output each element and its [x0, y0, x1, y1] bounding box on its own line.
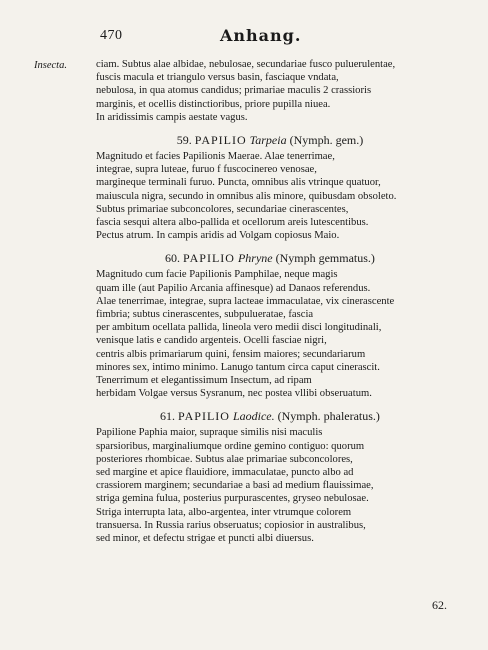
- section-genus: PAPILIO: [194, 133, 247, 148]
- text-line: marginis, et ocellis distinctioribus, priore pupilla niuea.: [96, 98, 331, 110]
- text-line: fimbria; subtus cinerascentes, subpulueratae, fascia: [96, 309, 314, 321]
- section-paragraph: [96, 426, 444, 545]
- text-line: Tenerrimum et elegantissimum Insectum, ad ripam: [96, 375, 312, 387]
- text-line: sed minor, et defectu strigae et puncti albi diuersus.: [96, 533, 314, 545]
- text-line: per ambitum ocellata pallida, lineola vero medii disci longitudinali,: [96, 322, 382, 334]
- text-line: sparsioribus, marginaliumque ordine gemino contiguo: quorum: [96, 440, 365, 452]
- text-line: venisque latis e candido argenteis. Ocelli fasciae nigri,: [96, 335, 327, 347]
- text-line: Magnitudo cum facie Papilionis Pamphilae, neque magis: [96, 269, 338, 281]
- text-line: sed margine et apice flauidiore, immaculatae, puncto albo ad: [96, 467, 354, 479]
- section-heading: [96, 133, 444, 148]
- section-species: Tarpeia: [249, 133, 287, 148]
- page-body: [96, 58, 444, 545]
- catchword: 62.: [432, 598, 447, 612]
- section-heading: [96, 409, 444, 424]
- running-title: Anhang.: [220, 26, 302, 45]
- text-line: fuscis macula et triangulo versus basin, fasciaque vndata,: [96, 72, 339, 84]
- text-line: striga gemina fulua, posterius purpurascentes, gryseo nebulosae.: [96, 493, 369, 505]
- text-line: Striga interrupta lata, albo-argentea, inter vtrumque colorem: [96, 506, 352, 518]
- text-line: margineque terminali furuo. Puncta, omnibus alis vtrinque quatuor,: [96, 177, 381, 189]
- text-line: Alae tenerrimae, integrae, supra lacteae immaculatae, vix cinerascente: [96, 295, 395, 307]
- section-genus: PAPILIO: [178, 409, 230, 424]
- text-line: Pectus atrum. In campis aridis ad Volgam copiosus Maio.: [96, 230, 340, 242]
- text-line: In aridissimis campis aestate vagus.: [96, 111, 248, 123]
- page-number: 470: [100, 28, 123, 43]
- text-line: herbidam Volgae versus Sysranum, nec postea vllibi obseruatum.: [96, 388, 372, 400]
- text-line: nebulosa, in qua atomus candidus; primariae maculis 2 crassioris: [96, 85, 372, 97]
- text-line: transuersa. In Russia rarius obseruatus; copiosior in australibus,: [96, 519, 366, 531]
- section-species: Phryne: [237, 251, 273, 266]
- text-line: ciam. Subtus alae albidae, nebulosae, secundariae fusco puluerulentae,: [96, 59, 396, 70]
- section-note: (Nymph. phaleratus.): [277, 409, 380, 424]
- text-line: Magnitudo et facies Papilionis Maerae. Alae tenerrimae,: [96, 151, 335, 163]
- text-line: Subtus primariae subconcolores, secundariae cinerascentes,: [96, 203, 349, 215]
- text-line: crassiorem marginem; secundariae a basi ad medium flauissimae,: [96, 480, 374, 492]
- section-genus: PAPILIO: [183, 251, 235, 266]
- section-note: (Nymph gemmatus.): [275, 251, 375, 266]
- section-number: 60.: [165, 251, 181, 266]
- intro-paragraph: [96, 58, 444, 124]
- text-line: quam ille (aut Papilio Arcania affinesque) ad Danaos referendus.: [96, 282, 371, 294]
- section-species: Laodice.: [232, 409, 275, 424]
- section-number: 61.: [160, 409, 176, 424]
- section-heading: [96, 251, 444, 266]
- text-line: posteriores rhombicae. Subtus alae primariae subconcolores,: [96, 453, 353, 465]
- text-line: integrae, supra luteae, furuo f fuscocinereo venosae,: [96, 164, 317, 176]
- margin-note: Insecta.: [34, 60, 67, 71]
- text-line: fascia sesqui altera albo-pallida et ocellorum areis lutescentibus.: [96, 217, 369, 229]
- text-line: maiuscula nigra, secundo in omnibus alis minore, quibusdam obsoleto.: [96, 190, 397, 202]
- text-line: centris albis primariarum quini, fensim maiores; secundariarum: [96, 348, 366, 360]
- text-line: Papilione Paphia maior, supraque similis nisi maculis: [96, 427, 323, 439]
- section-number: 59.: [176, 133, 192, 148]
- text-line: minores sex, intimo minimo. Lanugo tantum circa caput cinerascit.: [96, 361, 380, 373]
- section-paragraph: [96, 150, 444, 242]
- page-header: [100, 26, 440, 48]
- section-note: (Nymph. gem.): [289, 133, 364, 148]
- section-paragraph: [96, 268, 444, 400]
